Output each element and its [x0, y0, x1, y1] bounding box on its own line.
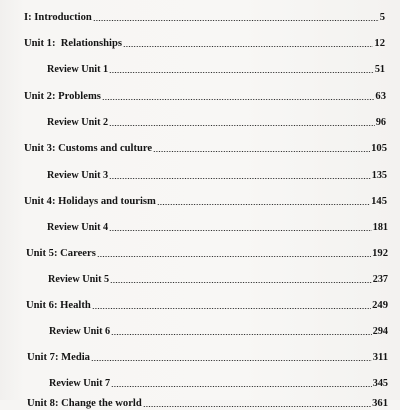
toc-entry-title: Unit 3: Customs and culture	[24, 143, 153, 154]
toc-entry-title: Review Unit 1	[47, 64, 109, 75]
toc-entry-review-unit-2	[0, 111, 400, 129]
toc-entry-title: Review Unit 5	[48, 274, 110, 285]
toc-entry-page: 12	[374, 38, 385, 49]
toc-entry-page: 63	[375, 91, 386, 102]
dot-leader	[110, 281, 372, 284]
toc-entry-unit-5	[0, 242, 400, 260]
toc-entry-review-unit-4	[0, 216, 400, 234]
toc-entry-title: Review Unit 7	[49, 378, 111, 389]
toc-entry-page: 345	[372, 378, 388, 389]
dot-leader	[92, 307, 371, 310]
dot-leader	[123, 45, 373, 48]
toc-entry-title: Review Unit 6	[49, 326, 111, 337]
dot-leader	[111, 333, 372, 336]
toc-entry-page: 96	[375, 117, 386, 128]
toc-entry-title: Unit 8: Change the world	[27, 398, 142, 409]
toc-entry-title: Unit 1: Relationships	[24, 38, 123, 49]
toc-entry-review-unit-3	[0, 164, 400, 182]
toc-entry-page: 311	[372, 352, 388, 363]
dot-leader	[102, 98, 375, 101]
toc-entry-title: I: Introduction	[24, 12, 92, 23]
dot-leader	[143, 405, 371, 408]
toc-entry-page: 192	[372, 248, 388, 259]
dot-leader	[109, 177, 371, 180]
toc-entry-title: Unit 7: Media	[27, 352, 90, 363]
dot-leader	[153, 150, 370, 153]
toc-entry-unit-6	[0, 294, 400, 312]
toc-entry-introduction	[0, 6, 400, 24]
dot-leader	[111, 385, 372, 388]
toc-entry-review-unit-5	[0, 268, 400, 286]
toc-entry-title: Review Unit 3	[47, 170, 109, 181]
toc-entry-page: 145	[371, 196, 387, 207]
toc-entry-title: Review Unit 2	[47, 117, 109, 128]
toc-entry-page: 5	[379, 12, 385, 23]
toc-entry-unit-1	[0, 32, 400, 50]
toc-entry-page: 361	[372, 398, 388, 409]
dot-leader	[157, 203, 370, 206]
toc-entry-title: Unit 6: Health	[26, 300, 91, 311]
toc-entry-page: 294	[372, 326, 388, 337]
dot-leader	[97, 255, 371, 258]
toc-entry-review-unit-1	[0, 58, 400, 76]
toc-entry-unit-7	[0, 346, 400, 364]
toc-entry-unit-4	[0, 190, 400, 208]
toc-entry-title: Unit 2: Problems	[24, 91, 101, 102]
dot-leader	[109, 71, 374, 74]
toc-entry-unit-2	[0, 85, 400, 103]
toc-entry-title: Review Unit 4	[47, 222, 109, 233]
toc-entry-page: 249	[372, 300, 388, 311]
dot-leader	[91, 359, 372, 362]
dot-leader	[109, 229, 372, 232]
toc-entry-unit-8	[0, 392, 400, 410]
toc-entry-page: 135	[371, 170, 387, 181]
dot-leader	[93, 19, 379, 22]
toc-entry-unit-3	[0, 137, 400, 155]
toc-entry-title: Unit 4: Holidays and tourism	[24, 196, 156, 207]
toc-entry-review-unit-7	[0, 372, 400, 390]
toc-entry-page: 237	[372, 274, 388, 285]
toc-entry-page: 181	[372, 222, 388, 233]
toc-entry-page: 51	[374, 64, 385, 75]
toc-entry-title: Unit 5: Careers	[26, 248, 96, 259]
toc-entry-review-unit-6	[0, 320, 400, 338]
toc-entry-page: 105	[371, 143, 387, 154]
dot-leader	[109, 124, 375, 127]
